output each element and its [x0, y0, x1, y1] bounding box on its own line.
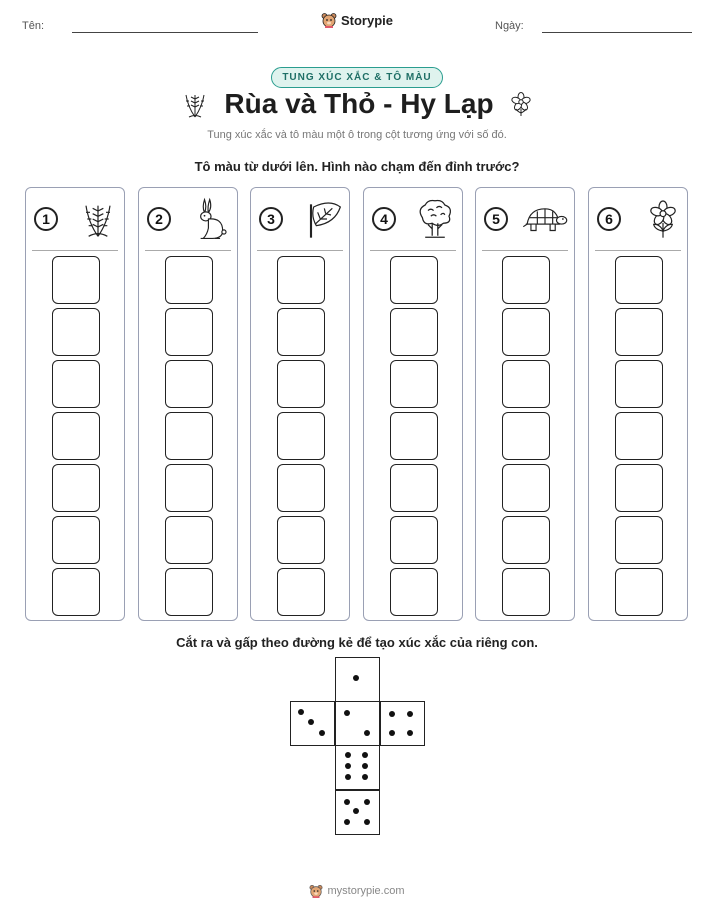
color-cell[interactable] [165, 412, 213, 460]
fern-icon [78, 199, 118, 239]
color-cell[interactable] [390, 568, 438, 616]
color-cell[interactable] [390, 412, 438, 460]
pip [344, 710, 350, 716]
color-cell[interactable] [165, 464, 213, 512]
column-number: 1 [34, 207, 58, 231]
color-cell[interactable] [615, 256, 663, 304]
pip [344, 799, 350, 805]
color-cell[interactable] [277, 412, 325, 460]
race-columns [25, 187, 690, 623]
coloring-instruction: Tô màu từ dưới lên. Hình nào chạm đến đỉnh trước? [194, 159, 520, 174]
turtle-icon [522, 201, 568, 237]
color-cell[interactable] [615, 568, 663, 616]
page-title: Rùa và Thỏ - Hy Lạp [224, 88, 494, 119]
pip [389, 730, 395, 736]
column-3 [250, 187, 350, 621]
die-face-6 [335, 745, 380, 790]
flower-icon [645, 199, 681, 239]
date-label: Ngày: [495, 20, 524, 32]
color-cell[interactable] [502, 308, 550, 356]
color-cell[interactable] [52, 516, 100, 564]
color-cell[interactable] [502, 412, 550, 460]
column-number: 2 [147, 207, 171, 231]
color-cell[interactable] [502, 516, 550, 564]
pip [364, 819, 370, 825]
color-cell[interactable] [502, 464, 550, 512]
color-cell[interactable] [277, 568, 325, 616]
color-cell[interactable] [52, 256, 100, 304]
column-divider [482, 250, 568, 251]
brand-name: Storypie [340, 12, 393, 28]
die-face-3 [290, 701, 335, 746]
column-number: 5 [484, 207, 508, 231]
pip [362, 774, 368, 780]
leaf-icon [303, 199, 343, 239]
pip [345, 763, 351, 769]
color-cell[interactable] [277, 360, 325, 408]
pip [319, 730, 325, 736]
color-cell[interactable] [165, 256, 213, 304]
pip [362, 763, 368, 769]
activity-badge: TUNG XÚC XẮC & TÔ MÀU [271, 67, 442, 88]
color-cell[interactable] [615, 464, 663, 512]
color-cell[interactable] [52, 412, 100, 460]
color-cell[interactable] [390, 464, 438, 512]
color-cell[interactable] [502, 256, 550, 304]
pip [344, 819, 350, 825]
bear-icon [309, 884, 323, 898]
column-5 [475, 187, 575, 621]
pip [407, 730, 413, 736]
tree-icon [414, 198, 456, 240]
pip [298, 709, 304, 715]
color-cell[interactable] [502, 360, 550, 408]
pip [362, 752, 368, 758]
pip [364, 730, 370, 736]
pip [407, 711, 413, 717]
color-cell[interactable] [277, 516, 325, 564]
die-face-5 [335, 790, 380, 835]
die-net[interactable] [290, 657, 425, 837]
color-cell[interactable] [390, 308, 438, 356]
page-subtitle: Tung xúc xắc và tô màu một ô trong cột tương ứng với số đó. [207, 129, 507, 141]
fern-icon [180, 89, 210, 119]
column-divider [595, 250, 681, 251]
color-cell[interactable] [52, 464, 100, 512]
die-face-1 [335, 657, 380, 702]
pip [364, 799, 370, 805]
rabbit-icon [191, 197, 231, 241]
column-divider [370, 250, 456, 251]
die-face-4 [380, 701, 425, 746]
column-divider [257, 250, 343, 251]
column-1 [25, 187, 125, 621]
color-cell[interactable] [165, 360, 213, 408]
color-cell[interactable] [277, 256, 325, 304]
color-cell[interactable] [165, 568, 213, 616]
color-cell[interactable] [52, 308, 100, 356]
color-cell[interactable] [390, 256, 438, 304]
bear-icon [321, 12, 337, 28]
die-instruction: Cắt ra và gấp theo đường kẻ để tạo xúc xắc của riêng con. [176, 635, 538, 650]
column-number: 3 [259, 207, 283, 231]
column-4 [363, 187, 463, 621]
color-cell[interactable] [165, 308, 213, 356]
column-2 [138, 187, 238, 621]
column-number: 4 [372, 207, 396, 231]
pip [345, 752, 351, 758]
pip [353, 675, 359, 681]
pip [345, 774, 351, 780]
pip [353, 808, 359, 814]
color-cell[interactable] [277, 464, 325, 512]
pip [389, 711, 395, 717]
name-label: Tên: [22, 20, 45, 32]
color-cell[interactable] [52, 360, 100, 408]
column-divider [145, 250, 231, 251]
column-divider [32, 250, 118, 251]
brand-logo [0, 12, 714, 33]
color-cell[interactable] [615, 412, 663, 460]
footer-link[interactable]: mystorypie.com [327, 885, 405, 897]
pip [308, 719, 314, 725]
color-cell[interactable] [615, 308, 663, 356]
color-cell[interactable] [390, 360, 438, 408]
column-number: 6 [597, 207, 621, 231]
color-cell[interactable] [277, 308, 325, 356]
color-cell[interactable] [165, 516, 213, 564]
flower-icon [508, 91, 534, 117]
color-cell[interactable] [615, 360, 663, 408]
column-6 [588, 187, 688, 621]
footer [0, 884, 714, 898]
color-cell[interactable] [615, 516, 663, 564]
color-cell[interactable] [52, 568, 100, 616]
color-cell[interactable] [390, 516, 438, 564]
color-cell[interactable] [502, 568, 550, 616]
die-face-2 [335, 701, 380, 746]
